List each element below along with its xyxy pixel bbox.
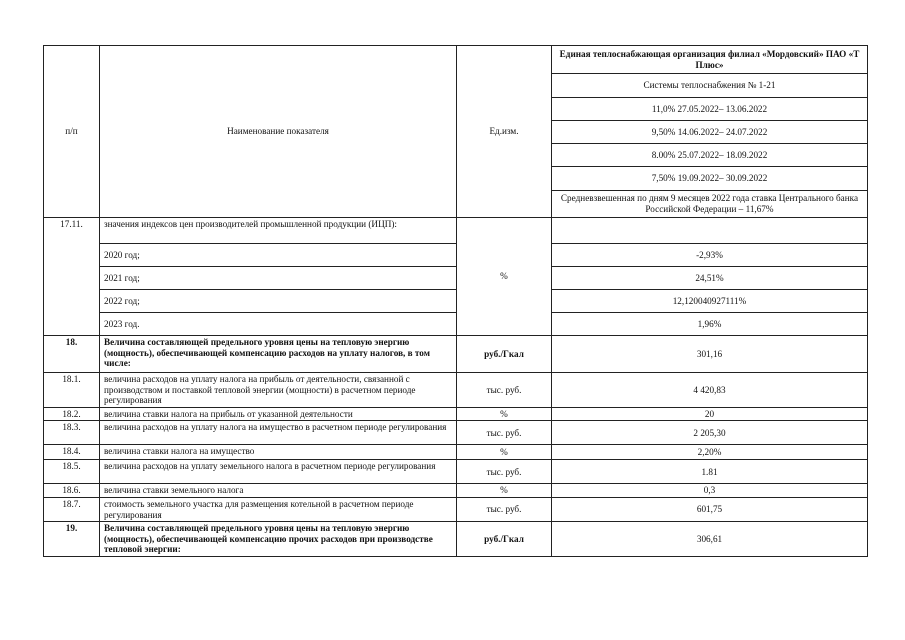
row-name: величина ставки земельного налога — [100, 484, 457, 498]
year-2022-value: 12,120040927111% — [552, 290, 868, 313]
header-num: п/п — [44, 46, 100, 218]
row-value: 2,20% — [552, 445, 868, 460]
row-name: величина расходов на уплату земельного налога в расчетном периоде регулирования — [100, 460, 457, 484]
row-17-11-value — [552, 218, 868, 244]
row-value: 2 205,30 — [552, 421, 868, 445]
main-rows — [44, 336, 868, 557]
row-value: 4 420,83 — [552, 373, 868, 408]
header-rate-2: 9,50% 14.06.2022– 24.07.2022 — [552, 121, 868, 144]
row-num: 18.2. — [44, 407, 100, 421]
row-num: 18. — [44, 336, 100, 373]
header-rate-1: 11,0% 27.05.2022– 13.06.2022 — [552, 98, 868, 121]
table-row — [44, 336, 868, 373]
row-unit: руб./Гкал — [457, 522, 552, 557]
row-num: 19. — [44, 522, 100, 557]
row-value: 1.81 — [552, 460, 868, 484]
row-num: 18.3. — [44, 421, 100, 445]
header-rate-4: 7,50% 19.09.2022– 30.09.2022 — [552, 167, 868, 191]
row-value: 601,75 — [552, 497, 868, 521]
row-name: величина расходов на уплату налога на имущество в расчетном периоде регулирования — [100, 421, 457, 445]
row-17-11-num: 17.11. — [44, 218, 100, 336]
header-unit: Ед.изм. — [457, 46, 552, 218]
row-value: 301,16 — [552, 336, 868, 373]
header-org-title: Единая теплоснабжающая организация филиал «Мордовский» ПАО «Т Плюс» — [552, 46, 868, 74]
row-num: 18.1. — [44, 373, 100, 408]
row-num: 18.4. — [44, 445, 100, 460]
row-unit: % — [457, 445, 552, 460]
row-unit: тыс. руб. — [457, 460, 552, 484]
table-row — [44, 407, 868, 421]
row-unit: руб./Гкал — [457, 336, 552, 373]
year-2021-value: 24,51% — [552, 267, 868, 290]
row-unit: тыс. руб. — [457, 373, 552, 408]
year-2022-name: 2022 год; — [100, 290, 457, 313]
table-row — [44, 460, 868, 484]
header-systems: Системы теплоснабжения № 1-21 — [552, 74, 868, 98]
row-num: 18.7. — [44, 497, 100, 521]
row-value: 0,3 — [552, 484, 868, 498]
header-rate-3: 8.00% 25.07.2022– 18.09.2022 — [552, 144, 868, 167]
indicators-table — [43, 45, 868, 557]
row-value: 306,61 — [552, 522, 868, 557]
row-num: 18.6. — [44, 484, 100, 498]
table-row — [44, 445, 868, 460]
table-row — [44, 497, 868, 521]
row-name: величина ставки налога на имущество — [100, 445, 457, 460]
year-2020-name: 2020 год; — [100, 244, 457, 267]
table-row — [44, 484, 868, 498]
year-2023-name: 2023 год. — [100, 313, 457, 336]
row-name: величина ставки налога на прибыль от указанной деятельности — [100, 407, 457, 421]
table-row — [44, 373, 868, 408]
header-weighted-rate: Средневзвешенная по дням 9 месяцев 2022 года ставка Центрального банка Российской Федерации – 11,67% — [552, 191, 868, 218]
row-num: 18.5. — [44, 460, 100, 484]
header-name: Наименование показателя — [100, 46, 457, 218]
row-unit: % — [457, 407, 552, 421]
row-17-11-name: значения индексов цен производителей промышленной продукции (ИЦП): — [100, 218, 457, 244]
row-value: 20 — [552, 407, 868, 421]
year-2020-value: -2,93% — [552, 244, 868, 267]
table-row — [44, 421, 868, 445]
row-name: величина расходов на уплату налога на прибыль от деятельности, связанной с производством и поставкой тепловой энергии (мощности) в расчетном периоде регулирования — [100, 373, 457, 408]
row-name: стоимость земельного участка для размещения котельной в расчетном периоде регулирования — [100, 497, 457, 521]
row-unit: тыс. руб. — [457, 421, 552, 445]
year-2021-name: 2021 год; — [100, 267, 457, 290]
row-unit: % — [457, 484, 552, 498]
year-2023-value: 1,96% — [552, 313, 868, 336]
row-name: Величина составляющей предельного уровня цены на тепловую энергию (мощность), обеспечивающей компенсацию прочих расходов при производстве тепловой энергии: — [100, 522, 457, 557]
row-unit: тыс. руб. — [457, 497, 552, 521]
row-17-11-unit: % — [457, 218, 552, 336]
table-row — [44, 522, 868, 557]
row-name: Величина составляющей предельного уровня цены на тепловую энергию (мощность), обеспечивающей компенсацию расходов на уплату налогов, в том числе: — [100, 336, 457, 373]
